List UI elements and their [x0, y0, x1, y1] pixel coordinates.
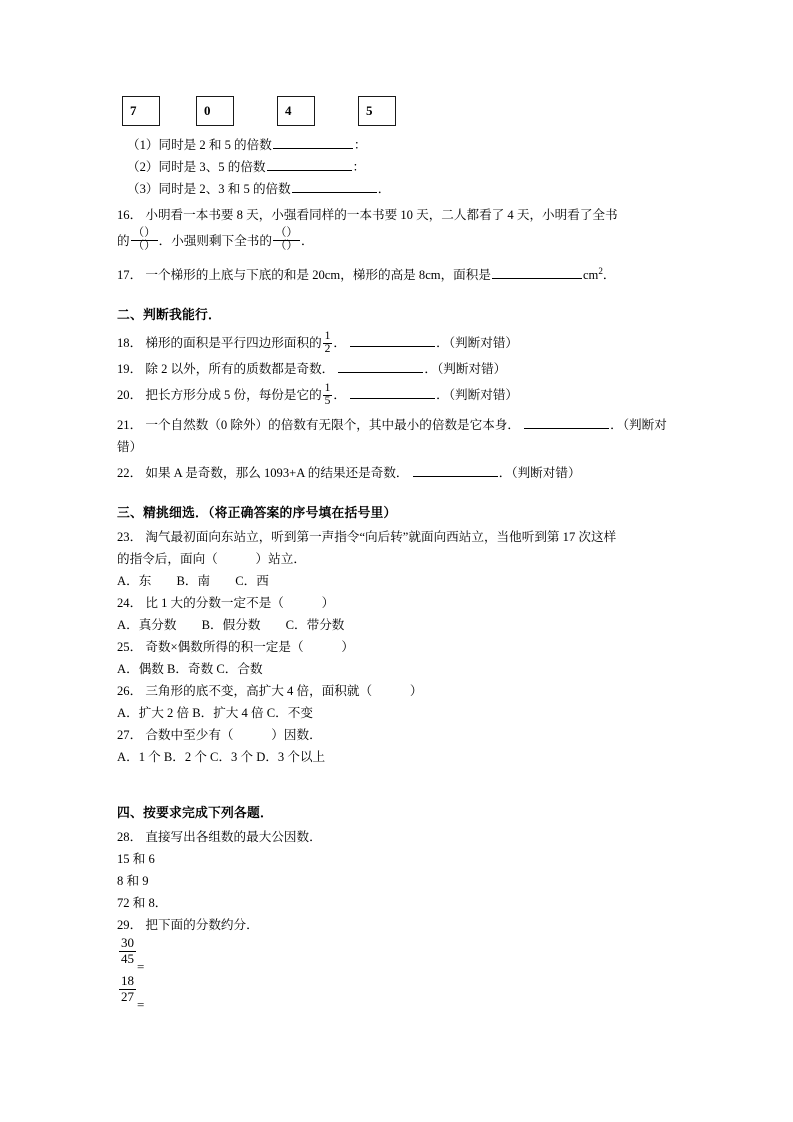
q19-line	[117, 358, 682, 380]
q18-text: 梯形的面积是平行四边形面积的	[145, 336, 322, 351]
q15-subitem-3-blank[interactable]	[292, 180, 377, 193]
q15-subitem-1-text: 同时是 2 和 5 的倍数	[158, 138, 272, 152]
q28-line	[117, 826, 682, 848]
q24-number: 24．	[117, 596, 143, 611]
q26-number: 26．	[117, 684, 143, 699]
q16-number: 16．	[117, 208, 143, 222]
q23-options[interactable]: A．东 B．南 C．西	[117, 574, 269, 589]
q16-line2	[117, 226, 682, 256]
q21-text: 一个自然数（0 除外）的倍数有无限个，其中最小的倍数是它本身．	[145, 418, 521, 433]
q21-tail: ．（判断对错）	[117, 418, 667, 455]
q17-number: 17．	[117, 268, 143, 283]
q29-fraction-2-numerator: 18	[121, 973, 134, 989]
q27-options[interactable]: A．1 个 B．2 个 C．3 个 D．3 个以上	[117, 750, 326, 765]
q16-fraction-2-denominator: （）	[274, 240, 298, 253]
q16-fraction-1	[131, 228, 158, 253]
q19-number: 19．	[117, 362, 143, 377]
q18-line	[117, 328, 682, 358]
q19-answer-blank[interactable]	[338, 360, 423, 373]
q15-subitem-1-tail: ：	[353, 138, 367, 152]
q29-fraction-2-denominator: 27	[121, 988, 134, 1004]
q16-line1	[117, 204, 682, 226]
digit-box-row	[117, 96, 682, 132]
q23-stem-line2: 的指令后，面向（ ）站立．	[117, 552, 306, 567]
q24-options[interactable]: A．真分数 B．假分数 C．带分数	[117, 618, 345, 633]
q26-stem-line1	[117, 680, 682, 702]
q17-unit: cm	[582, 268, 599, 283]
q15-subitem-2-label: （2）	[127, 160, 159, 174]
section-3-heading: 三、精挑细选．（将正确答案的序号填在括号里）	[117, 506, 397, 521]
q21-answer-blank[interactable]	[524, 416, 609, 429]
q26-options[interactable]: A．扩大 2 倍 B．扩大 4 倍 C．不变	[117, 706, 313, 721]
q20-answer-blank[interactable]	[350, 386, 435, 399]
q16-fraction-2	[273, 228, 300, 253]
q24-stem-text-1: 比 1 大的分数一定不是（ ）	[145, 596, 335, 611]
worksheet-content	[117, 96, 682, 1012]
q29-fraction-1-numerator: 30	[121, 935, 134, 951]
q15-subitem-2-text: 同时是 3、5 的倍数	[158, 160, 266, 174]
q15-subitem-2-blank[interactable]	[267, 158, 352, 171]
section-2-heading: 二、判断我能行．	[117, 308, 221, 323]
q15-subitem-2-tail: ：	[352, 160, 366, 174]
q15-subitem-1	[117, 134, 682, 156]
q20-number: 20．	[117, 388, 143, 403]
q16-fraction-1-denominator: （）	[132, 240, 156, 253]
q29-fraction-row-2	[117, 974, 682, 1012]
q28-number: 28．	[117, 830, 143, 845]
q29-fraction-1	[119, 936, 136, 966]
section-4-heading: 四、按要求完成下列各题．	[117, 806, 273, 821]
q18-mid: ．	[333, 336, 346, 351]
digit-box-4: 5	[358, 96, 396, 126]
q20-fraction-numerator: 1	[324, 381, 331, 394]
q29-number: 29．	[117, 918, 143, 933]
q16-text-pre: 的	[117, 234, 130, 248]
digit-box-2: 0	[196, 96, 234, 126]
q17-unit-exponent: 2	[598, 266, 603, 276]
q15-subitem-1-blank[interactable]	[273, 136, 353, 149]
q21-number: 21．	[117, 418, 143, 433]
q16-text-end: ．	[300, 234, 314, 248]
q28-text: 直接写出各组数的最大公因数．	[145, 830, 322, 845]
q22-answer-blank[interactable]	[413, 464, 498, 477]
q18-fraction-denominator: 2	[324, 342, 331, 355]
q28-item-1: 15 和 6	[117, 852, 155, 867]
digit-box-3: 4	[277, 96, 315, 126]
q15-subitem-3-label: （3）	[127, 182, 159, 196]
q18-answer-blank[interactable]	[350, 334, 435, 347]
q29-fraction-row-1	[117, 936, 682, 974]
q24-stem-line1	[117, 592, 682, 614]
q25-number: 25．	[117, 640, 143, 655]
q15-subitem-2	[117, 156, 682, 178]
digit-box-1: 7	[122, 96, 160, 126]
q15-subitem-3-tail: ．	[377, 182, 391, 196]
q20-fraction-denominator: 5	[324, 394, 331, 407]
q23-stem-text-1: 淘气最初面向东站立，听到第一声指令“向后转”就面向西站立，当他听到第 17 次这样	[145, 530, 617, 545]
q29-equals-1: =	[137, 958, 145, 974]
q22-text: 如果 A 是奇数，那么 1093+A 的结果还是奇数．	[145, 466, 409, 481]
q17-answer-blank[interactable]	[492, 266, 582, 279]
q29-line	[117, 914, 682, 936]
q18-fraction-numerator: 1	[324, 329, 331, 342]
q29-equals-2: =	[137, 996, 145, 1012]
q27-stem-text-1: 合数中至少有（ ）因数．	[145, 728, 322, 743]
q20-text: 把长方形分成 5 份，每份是它的	[145, 388, 322, 403]
q19-text: 除 2 以外，所有的质数都是奇数．	[145, 362, 335, 377]
q16-fraction-2-numerator: （）	[274, 227, 298, 240]
q19-tail: ．（判断对错）	[424, 362, 507, 377]
q25-stem-text-1: 奇数×偶数所得的积一定是（ ）	[145, 640, 354, 655]
q25-stem-line1	[117, 636, 682, 658]
q15-subitem-3	[117, 178, 682, 200]
q29-text: 把下面的分数约分．	[145, 918, 259, 933]
q29-fraction-2	[119, 974, 136, 1004]
q23-stem-line1	[117, 526, 682, 548]
q22-tail: ．（判断对错）	[498, 466, 581, 481]
q25-options[interactable]: A．偶数 B．奇数 C．合数	[117, 662, 263, 677]
q22-line	[117, 462, 682, 484]
q26-stem-text-1: 三角形的底不变，高扩大 4 倍，面积就（ ）	[145, 684, 423, 699]
q15-subitem-1-label: （1）	[127, 138, 159, 152]
q28-item-3: 72 和 8．	[117, 896, 168, 911]
q15-subitem-3-text: 同时是 2、3 和 5 的倍数	[158, 182, 291, 196]
q16-text-mid: ．小强则剩下全书的	[158, 234, 272, 248]
q28-item-2: 8 和 9	[117, 874, 149, 889]
q27-stem-line1	[117, 724, 682, 746]
q22-number: 22．	[117, 466, 143, 481]
q20-line	[117, 380, 682, 410]
q17-text: 一个梯形的上底与下底的和是 20cm，梯形的高是 8cm，面积是	[145, 268, 491, 283]
q27-number: 27．	[117, 728, 143, 743]
q21-line	[117, 414, 682, 458]
q20-tail: ．（判断对错）	[436, 388, 519, 403]
q17-line	[117, 260, 682, 286]
q16-text-line1: 小明看一本书要 8 天，小强看同样的一本书要 10 天，二人都看了 4 天，小明看了全书	[145, 208, 618, 222]
q18-tail: ．（判断对错）	[436, 336, 519, 351]
q16-fraction-1-numerator: （）	[132, 227, 156, 240]
q18-fraction	[323, 331, 333, 356]
q20-fraction	[323, 383, 333, 408]
q18-number: 18．	[117, 336, 143, 351]
q23-number: 23．	[117, 530, 143, 545]
q29-fraction-1-denominator: 45	[121, 950, 134, 966]
q17-tail: ．	[602, 268, 616, 283]
q20-mid: ．	[333, 388, 346, 403]
